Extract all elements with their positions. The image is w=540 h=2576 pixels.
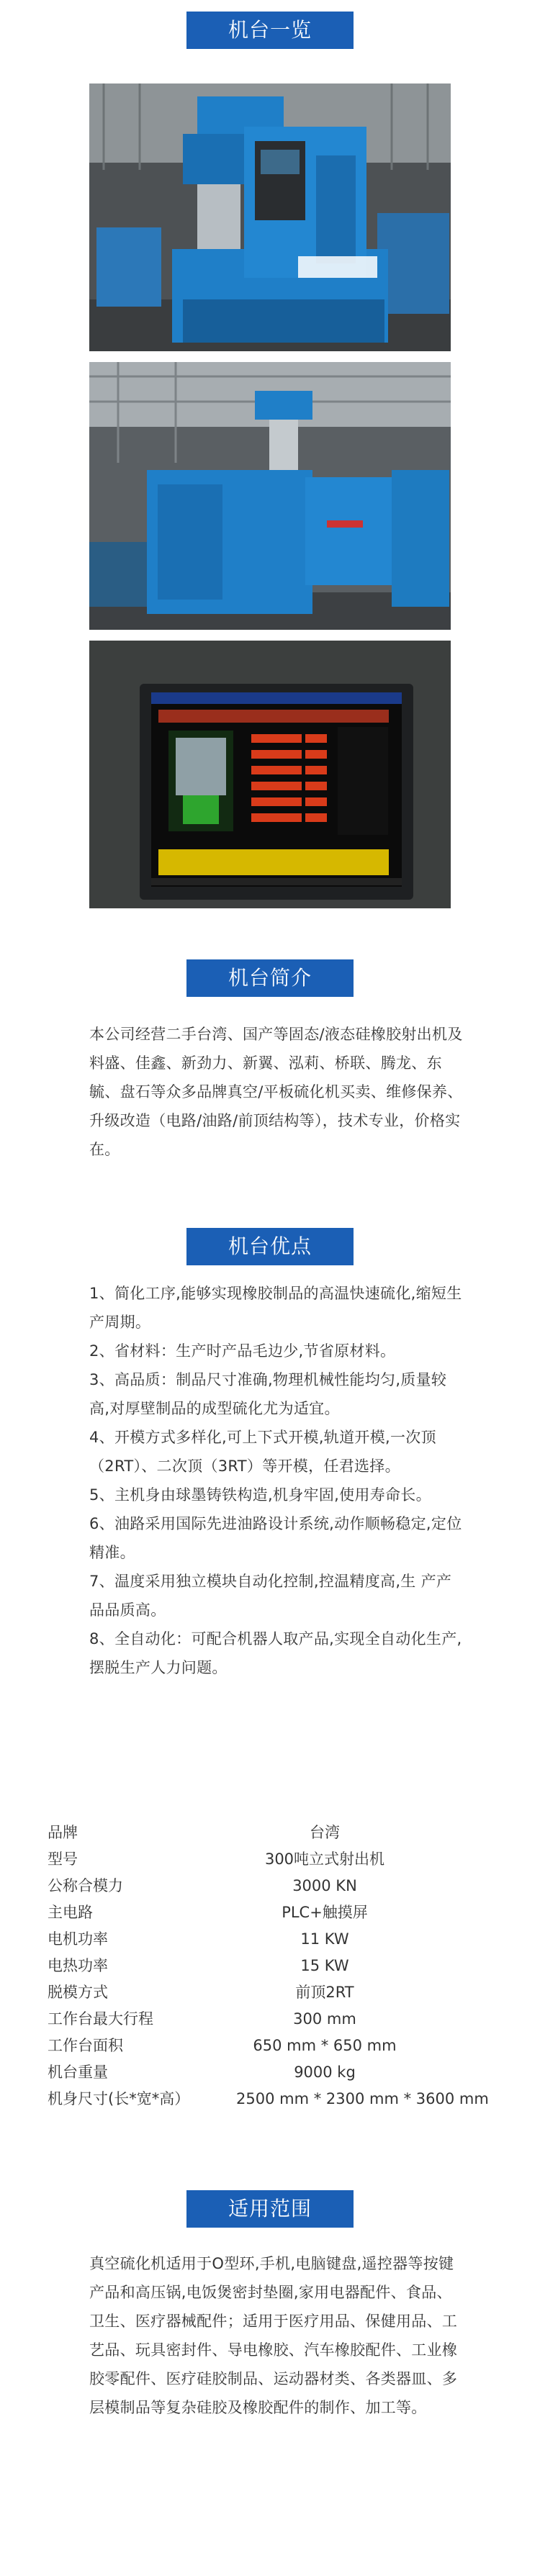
spec-label: 型号	[48, 1850, 78, 1868]
section-title-intro: 机台简介	[186, 959, 354, 997]
control-screen-photo	[89, 641, 451, 908]
advantages-list	[89, 1279, 464, 1682]
spec-label: 电机功率	[48, 1930, 108, 1948]
spec-label: 工作台最大行程	[48, 2010, 153, 2028]
spec-row	[48, 1846, 528, 1873]
spec-value: 300吨立式射出机	[264, 1850, 385, 1868]
machine-photo-front	[89, 83, 451, 351]
spec-label: 主电路	[48, 1904, 93, 1921]
spec-label: 公称合模力	[48, 1877, 123, 1894]
section-title-overview: 机台一览	[186, 12, 354, 49]
spec-label: 脱模方式	[48, 1984, 108, 2001]
spec-row	[48, 1979, 528, 2006]
spec-label: 机身尺寸(长*宽*高）	[48, 2090, 190, 2107]
spec-value: 650 mm * 650 mm	[253, 2037, 397, 2054]
spec-row	[48, 1953, 528, 1979]
spec-row	[48, 2006, 528, 2033]
spec-value: 前顶2RT	[295, 1984, 354, 2001]
spec-value: 300 mm	[293, 2010, 356, 2028]
spec-value: 15 KW	[300, 1957, 349, 1974]
spec-row	[48, 2086, 528, 2112]
spec-row	[48, 1873, 528, 1899]
spec-table	[48, 1820, 528, 2112]
advantage-item: 3、高品质：制品尺寸准确,物理机械性能均匀,质量较高,对厚壁制品的成型硫化尤为适宜。	[89, 1371, 447, 1417]
scope-text: 真空硫化机适用于O型环,手机,电脑键盘,遥控器等按键产品和高压锅,电饭煲密封垫圈,家用电器配件、食品、卫生、医疗器械配件；适用于医疗用品、保健用品、工艺品、玩具密封件、导电橡胶、汽车橡胶配件、工业橡胶零配件、医疗硅胶制品、运动器材类、各类器皿、多层模制品等复杂硅胶及橡胶配件的制作、加工等。	[89, 2255, 458, 2416]
spec-value: 9000 kg	[294, 2064, 356, 2081]
spec-row	[48, 2059, 528, 2086]
spec-label: 品牌	[48, 1824, 78, 1841]
advantage-item: 7、温度采用独立模块自动化控制,控温精度高,生 产产品品质高。	[89, 1573, 452, 1619]
spec-value: 11 KW	[300, 1930, 349, 1948]
advantage-item: 6、油路采用国际先进油路设计系统,动作顺畅稳定,定位精准。	[89, 1515, 462, 1561]
advantage-item: 1、简化工序,能够实现橡胶制品的高温快速硫化,缩短生产周期。	[89, 1285, 462, 1331]
intro-text: 本公司经营二手台湾、国产等固态/液态硅橡胶射出机及料盛、佳鑫、新劲力、新翼、泓莉、桥联、腾龙、东毓、盘石等众多品牌真空/平板硫化机买卖、维修保养、升级改造（电路/油路/前顶结构等），技术专业，价格实在。	[89, 1026, 463, 1158]
advantage-item: 5、主机身由球墨铸铁构造,机身牢固,使用寿命长。	[89, 1486, 431, 1504]
spec-row	[48, 1926, 528, 1953]
machine-photo-side	[89, 362, 451, 630]
spec-value: PLC+触摸屏	[282, 1904, 368, 1921]
spec-value: 台湾	[310, 1824, 340, 1841]
section-title-scope: 适用范围	[186, 2190, 354, 2228]
spec-value: 3000 KN	[292, 1877, 357, 1894]
spec-label: 工作台面积	[48, 2037, 123, 2054]
advantage-item: 8、全自动化：可配合机器人取产品,实现全自动化生产,摆脱生产人力问题。	[89, 1630, 462, 1676]
spec-row	[48, 2033, 528, 2059]
spec-label: 电热功率	[48, 1957, 108, 1974]
advantage-item: 2、省材料：生产时产品毛边少,节省原材料。	[89, 1342, 396, 1360]
advantage-item: 4、开模方式多样化,可上下式开模,轨道开模,一次顶（2RT）、二次顶（3RT）等开模，任君选择。	[89, 1429, 436, 1475]
spec-row	[48, 1899, 528, 1926]
spec-value: 2500 mm * 2300 mm * 3600 mm	[236, 2090, 489, 2107]
section-title-advantages: 机台优点	[186, 1228, 354, 1265]
spec-label: 机台重量	[48, 2064, 108, 2081]
spec-row	[48, 1820, 528, 1846]
